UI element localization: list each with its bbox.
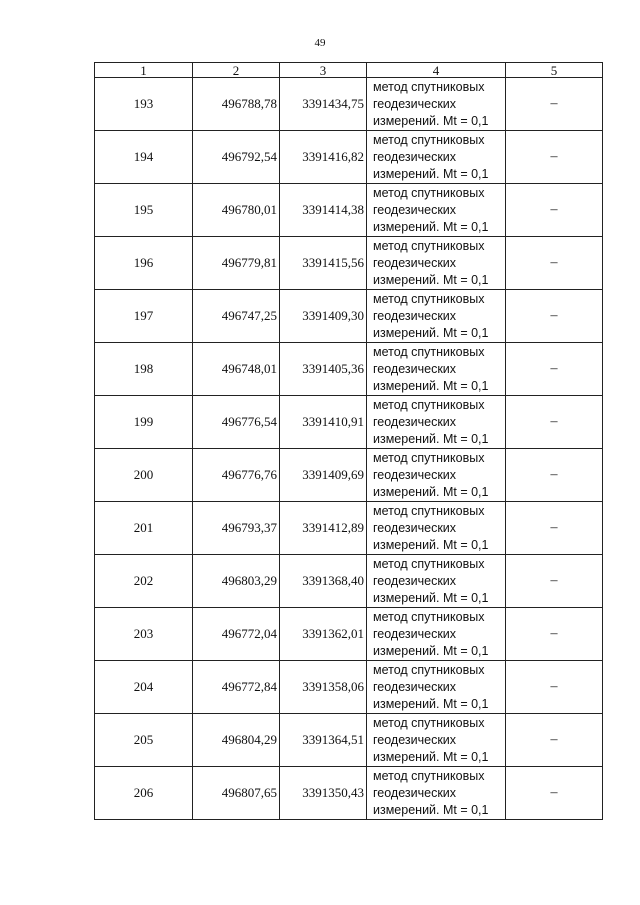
method-line-3: измерений. Mt = 0,1 bbox=[373, 749, 489, 764]
coordinate-y: 3391368,40 bbox=[280, 555, 367, 608]
coordinate-y: 3391414,38 bbox=[280, 184, 367, 237]
method-line-1: метод спутниковых bbox=[373, 397, 485, 412]
note-dash: – bbox=[506, 184, 603, 237]
table-row bbox=[95, 78, 603, 131]
method-description bbox=[367, 184, 506, 237]
point-number: 195 bbox=[95, 184, 193, 237]
method-line-2: геодезических bbox=[373, 573, 457, 588]
table-row bbox=[95, 131, 603, 184]
method-line-1: метод спутниковых bbox=[373, 291, 485, 306]
coordinate-x: 496776,54 bbox=[193, 396, 280, 449]
method-line-1: метод спутниковых bbox=[373, 503, 485, 518]
header-row bbox=[95, 63, 603, 78]
method-line-2: геодезических bbox=[373, 679, 457, 694]
method-line-1: метод спутниковых bbox=[373, 79, 485, 94]
table-row bbox=[95, 714, 603, 767]
method-line-2: геодезических bbox=[373, 785, 457, 800]
note-dash: – bbox=[506, 555, 603, 608]
coordinate-x: 496793,37 bbox=[193, 502, 280, 555]
coordinate-x: 496779,81 bbox=[193, 237, 280, 290]
note-dash: – bbox=[506, 661, 603, 714]
coordinates-table bbox=[94, 62, 603, 820]
table-body bbox=[95, 78, 603, 820]
table-row bbox=[95, 290, 603, 343]
note-dash: – bbox=[506, 767, 603, 820]
note-dash: – bbox=[506, 290, 603, 343]
coordinate-y: 3391409,69 bbox=[280, 449, 367, 502]
method-line-3: измерений. Mt = 0,1 bbox=[373, 802, 489, 817]
header-col-1: 1 bbox=[95, 63, 193, 78]
point-number: 203 bbox=[95, 608, 193, 661]
method-line-1: метод спутниковых bbox=[373, 238, 485, 253]
note-dash: – bbox=[506, 449, 603, 502]
method-description bbox=[367, 237, 506, 290]
method-line-1: метод спутниковых bbox=[373, 185, 485, 200]
coordinate-x: 496803,29 bbox=[193, 555, 280, 608]
note-dash: – bbox=[506, 78, 603, 131]
point-number: 199 bbox=[95, 396, 193, 449]
method-line-2: геодезических bbox=[373, 626, 457, 641]
header-col-5: 5 bbox=[506, 63, 603, 78]
method-description bbox=[367, 767, 506, 820]
coordinate-y: 3391410,91 bbox=[280, 396, 367, 449]
point-number: 198 bbox=[95, 343, 193, 396]
table-row bbox=[95, 767, 603, 820]
point-number: 194 bbox=[95, 131, 193, 184]
note-dash: – bbox=[506, 343, 603, 396]
table-header bbox=[95, 63, 603, 78]
table-row bbox=[95, 661, 603, 714]
table-row bbox=[95, 608, 603, 661]
note-dash: – bbox=[506, 502, 603, 555]
coordinate-y: 3391350,43 bbox=[280, 767, 367, 820]
page-number: 49 bbox=[314, 37, 326, 49]
coordinate-y: 3391416,82 bbox=[280, 131, 367, 184]
method-line-3: измерений. Mt = 0,1 bbox=[373, 696, 489, 711]
coordinate-x: 496776,76 bbox=[193, 449, 280, 502]
header-col-3: 3 bbox=[280, 63, 367, 78]
method-line-1: метод спутниковых bbox=[373, 715, 485, 730]
point-number: 193 bbox=[95, 78, 193, 131]
coordinate-y: 3391434,75 bbox=[280, 78, 367, 131]
table-row bbox=[95, 396, 603, 449]
coordinate-y: 3391364,51 bbox=[280, 714, 367, 767]
table-row bbox=[95, 237, 603, 290]
coordinate-x: 496804,29 bbox=[193, 714, 280, 767]
note-dash: – bbox=[506, 396, 603, 449]
method-line-3: измерений. Mt = 0,1 bbox=[373, 219, 489, 234]
method-line-2: геодезических bbox=[373, 520, 457, 535]
method-line-3: измерений. Mt = 0,1 bbox=[373, 272, 489, 287]
method-description bbox=[367, 714, 506, 767]
method-line-3: измерений. Mt = 0,1 bbox=[373, 590, 489, 605]
table-row bbox=[95, 184, 603, 237]
method-line-2: геодезических bbox=[373, 467, 457, 482]
method-line-3: измерений. Mt = 0,1 bbox=[373, 484, 489, 499]
table-row bbox=[95, 502, 603, 555]
method-line-3: измерений. Mt = 0,1 bbox=[373, 378, 489, 393]
table-row bbox=[95, 555, 603, 608]
coordinate-x: 496748,01 bbox=[193, 343, 280, 396]
coordinate-y: 3391412,89 bbox=[280, 502, 367, 555]
coordinate-y: 3391405,36 bbox=[280, 343, 367, 396]
method-line-3: измерений. Mt = 0,1 bbox=[373, 325, 489, 340]
method-line-3: измерений. Mt = 0,1 bbox=[373, 643, 489, 658]
note-dash: – bbox=[506, 131, 603, 184]
method-line-1: метод спутниковых bbox=[373, 768, 485, 783]
method-line-1: метод спутниковых bbox=[373, 662, 485, 677]
method-line-1: метод спутниковых bbox=[373, 450, 485, 465]
method-line-2: геодезических bbox=[373, 255, 457, 270]
method-line-1: метод спутниковых bbox=[373, 344, 485, 359]
point-number: 204 bbox=[95, 661, 193, 714]
table-row bbox=[95, 449, 603, 502]
method-line-3: измерений. Mt = 0,1 bbox=[373, 431, 489, 446]
point-number: 196 bbox=[95, 237, 193, 290]
method-line-3: измерений. Mt = 0,1 bbox=[373, 537, 489, 552]
method-description bbox=[367, 608, 506, 661]
coordinate-y: 3391358,06 bbox=[280, 661, 367, 714]
method-description bbox=[367, 502, 506, 555]
point-number: 197 bbox=[95, 290, 193, 343]
method-line-1: метод спутниковых bbox=[373, 556, 485, 571]
coordinate-x: 496780,01 bbox=[193, 184, 280, 237]
table-row bbox=[95, 343, 603, 396]
method-line-3: измерений. Mt = 0,1 bbox=[373, 166, 489, 181]
coordinate-y: 3391362,01 bbox=[280, 608, 367, 661]
coordinate-x: 496807,65 bbox=[193, 767, 280, 820]
method-description bbox=[367, 290, 506, 343]
method-description bbox=[367, 661, 506, 714]
method-line-2: геодезических bbox=[373, 96, 457, 111]
header-col-2: 2 bbox=[193, 63, 280, 78]
method-line-3: измерений. Mt = 0,1 bbox=[373, 113, 489, 128]
point-number: 201 bbox=[95, 502, 193, 555]
point-number: 200 bbox=[95, 449, 193, 502]
method-description bbox=[367, 449, 506, 502]
method-description bbox=[367, 343, 506, 396]
method-line-1: метод спутниковых bbox=[373, 132, 485, 147]
point-number: 206 bbox=[95, 767, 193, 820]
coordinate-x: 496747,25 bbox=[193, 290, 280, 343]
method-line-2: геодезических bbox=[373, 202, 457, 217]
method-description bbox=[367, 555, 506, 608]
method-line-2: геодезических bbox=[373, 149, 457, 164]
method-line-2: геодезических bbox=[373, 414, 457, 429]
method-line-2: геодезических bbox=[373, 732, 457, 747]
coordinate-x: 496792,54 bbox=[193, 131, 280, 184]
coordinate-x: 496772,84 bbox=[193, 661, 280, 714]
method-description bbox=[367, 78, 506, 131]
note-dash: – bbox=[506, 714, 603, 767]
coordinate-y: 3391415,56 bbox=[280, 237, 367, 290]
point-number: 205 bbox=[95, 714, 193, 767]
method-line-1: метод спутниковых bbox=[373, 609, 485, 624]
note-dash: – bbox=[506, 237, 603, 290]
method-line-2: геодезических bbox=[373, 308, 457, 323]
note-dash: – bbox=[506, 608, 603, 661]
coordinate-x: 496772,04 bbox=[193, 608, 280, 661]
point-number: 202 bbox=[95, 555, 193, 608]
header-col-4: 4 bbox=[367, 63, 506, 78]
method-description bbox=[367, 131, 506, 184]
coordinate-x: 496788,78 bbox=[193, 78, 280, 131]
coordinate-y: 3391409,30 bbox=[280, 290, 367, 343]
method-description bbox=[367, 396, 506, 449]
method-line-2: геодезических bbox=[373, 361, 457, 376]
